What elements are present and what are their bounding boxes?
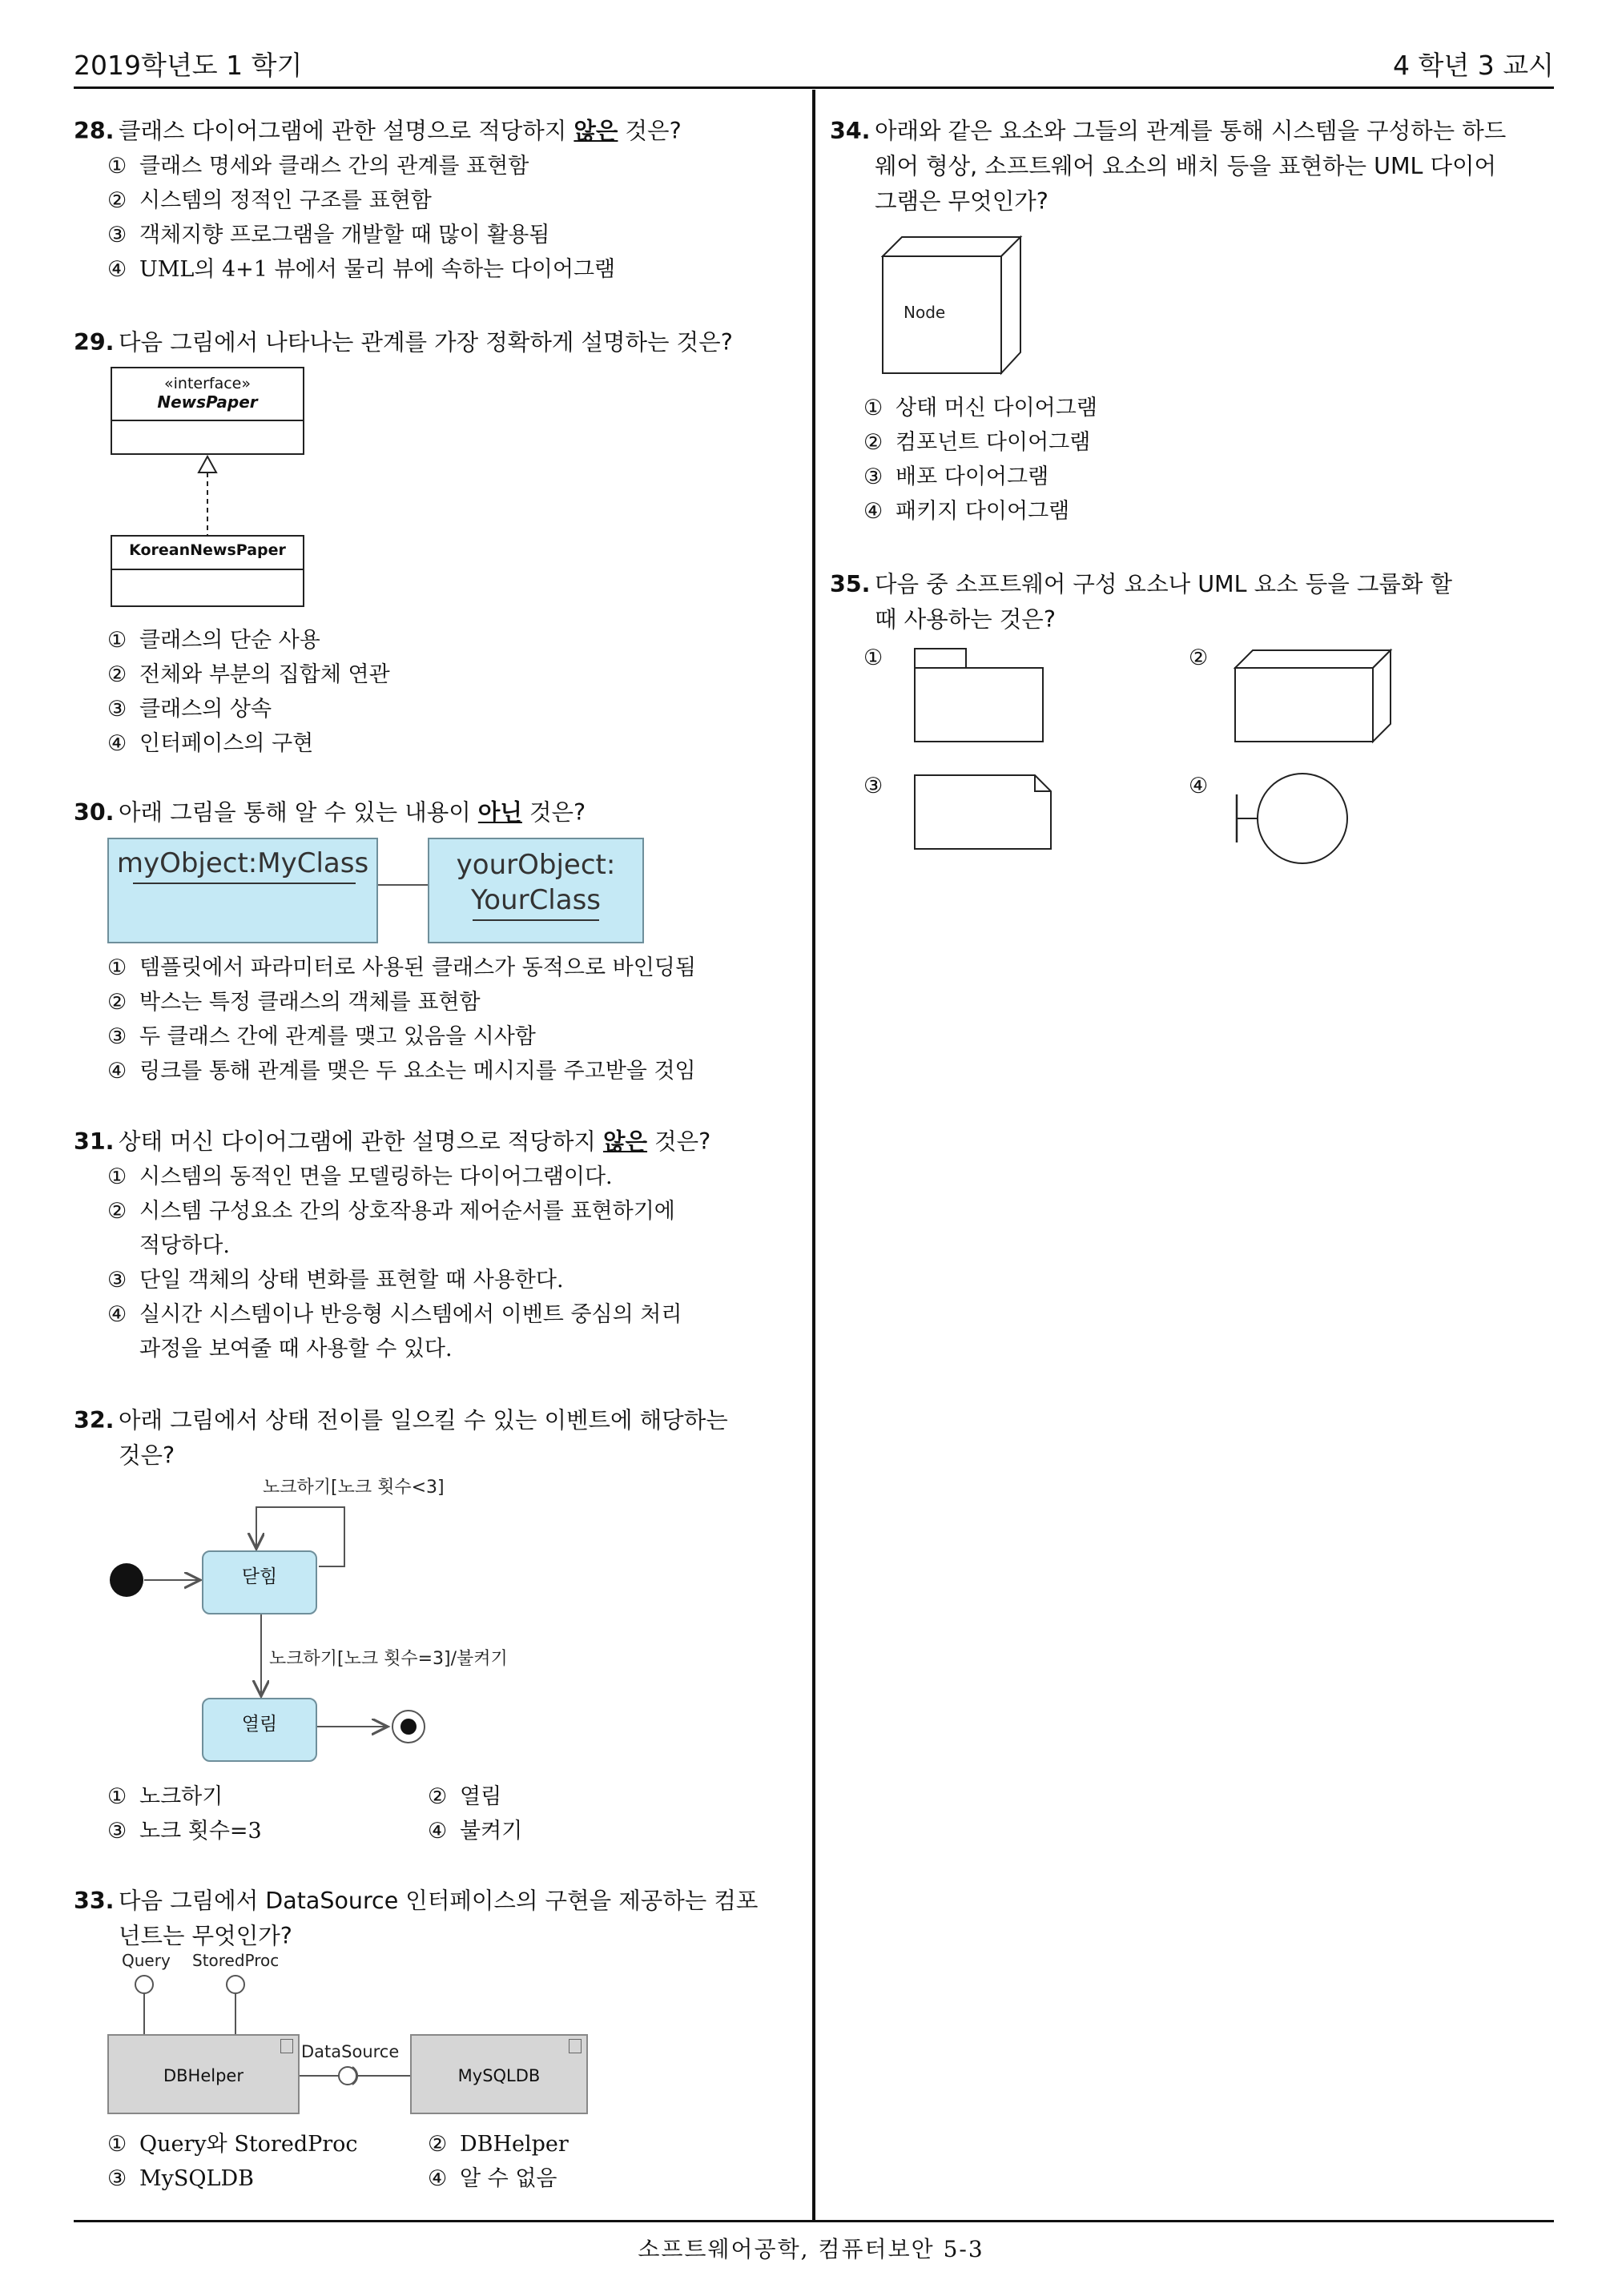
state-machine-diagram [104,1470,553,1775]
question-33: 33. 다음 그림에서 DataSource 인터페이스의 구현을 제공하는 컴포 넌트는 무엇인가? [74,1888,759,1949]
option-3[interactable]: ③ 배포 다이어그램 [863,464,1049,489]
option-4[interactable]: ④ 불켜기 [428,1819,523,1844]
node-icon[interactable] [1234,647,1394,751]
question-31: 31. 상태 머신 다이어그램에 관한 설명으로 적당하지 않은 것은? ① 시스템의 동적인 면을 모델링하는 다이어그램이다. ② 시스템 구성요소 간의 상호작용과 제어순서를 표현하기에 적당하다. ③ 단일 객체의 상태 변화를 표현할 때 사용한다. ④ 실시간 시스템이나 반응형 시스템에서 이벤트 중심의 처리 과정을 보여줄 때 사용할 수 있다. [74,1124,799,1366]
mysqldb-component: MySQLDB [410,2034,588,2114]
question-32: 32. 아래 그림에서 상태 전이를 일으킬 수 있는 이벤트에 해당하는 것은? [74,1407,728,1469]
option-2[interactable]: ② 컴포넌트 다이어그램 [863,430,1091,455]
option-3[interactable]: ③ 단일 객체의 상태 변화를 표현할 때 사용한다. [107,1268,564,1293]
boundary-icon[interactable] [1234,770,1362,875]
question-34-options [830,391,1554,529]
state-transitions [104,1470,553,1775]
node-label: Node [904,303,946,322]
component-icon [569,2039,582,2053]
component-icon [280,2039,293,2053]
option-4[interactable]: ④ 알 수 없음 [428,2166,557,2191]
option-2[interactable]: ② 열림 [428,1784,502,1809]
option-3[interactable]: ③ 노크 횟수=3 [107,1819,262,1844]
option-4-mark[interactable]: ④ [1189,774,1209,798]
transition-label: 노크하기[노크 횟수=3]/불켜기 [269,1649,508,1669]
option-1[interactable]: ① 노크하기 [107,1784,223,1809]
object-box-2: yourObject: YourClass [428,838,644,943]
question-29: 29. 다음 그림에서 나타나는 관계를 가장 정확하게 설명하는 것은? [74,329,733,356]
header-rule [74,86,1554,89]
option-2[interactable]: ② 시스템 구성요소 간의 상호작용과 제어순서를 표현하기에 적당하다. [107,1199,675,1258]
page-header [74,45,1554,90]
option-3-mark[interactable]: ③ [863,774,883,798]
question-35-choices [863,641,1552,873]
question-32-options [107,1779,804,1848]
option-3[interactable]: ③ 두 클래스 간에 관계를 맺고 있음을 시사함 [107,1024,536,1049]
option-1-mark[interactable]: ① [863,645,883,670]
option-4[interactable]: ④ UML의 4+1 뷰에서 물리 뷰에 속하는 다이어그램 [107,257,616,282]
option-2[interactable]: ② DBHelper [428,2132,569,2157]
dbhelper-component: DBHelper [107,2034,300,2114]
question-30-options [74,951,799,1088]
option-3[interactable]: ③ 객체지향 프로그램을 개발할 때 많이 활용됨 [107,223,550,247]
interface-realization-diagram [111,367,311,607]
datasource-interface-label: DataSource [301,2042,400,2061]
semester-label: 2019학년도 1 학기 [74,50,303,81]
option-2[interactable]: ② 전체와 부분의 집합체 연관 [107,662,390,687]
grade-period-label: 4 학년 3 교시 [1393,50,1554,81]
option-2[interactable]: ② 시스템의 정적인 구조를 표현함 [107,188,432,213]
option-4[interactable]: ④ 실시간 시스템이나 반응형 시스템에서 이벤트 중심의 처리 과정을 보여줄 때 사용할 수 있다. [107,1302,682,1361]
option-1[interactable]: ① Query와 StoredProc [107,2132,358,2157]
option-1[interactable]: ① 템플릿에서 파라미터로 사용된 클래스가 동적으로 바인딩됨 [107,955,696,980]
footer-rule [74,2220,1554,2222]
state-closed: 닫힘 [202,1550,317,1614]
self-transition-label: 노크하기[노크 횟수<3] [263,1478,445,1498]
query-interface-label: Query [122,1951,171,1970]
option-3[interactable]: ③ MySQLDB [107,2166,254,2191]
option-4[interactable]: ④ 인터페이스의 구현 [107,731,314,756]
option-3[interactable]: ③ 클래스의 상속 [107,697,272,722]
question-33-options [107,2127,804,2196]
option-4[interactable]: ④ 패키지 다이어그램 [863,499,1070,524]
implementing-class-box: KoreanNewsPaper [111,535,304,607]
option-1[interactable]: ① 시스템의 동적인 면을 모델링하는 다이어그램이다. [107,1164,613,1189]
option-1[interactable]: ① 클래스 명세와 클래스 간의 관계를 표현함 [107,154,529,179]
option-1[interactable]: ① 상태 머신 다이어그램 [863,396,1097,420]
object-link-diagram [107,838,644,945]
question-34: 34. 아래와 같은 요소와 그들의 관계를 통해 시스템을 구성하는 하드 웨어 형상, 소프트웨어 요소의 배치 등을 표현하는 UML 다이어 그램은 무엇인가? [830,118,1507,215]
storedproc-interface-label: StoredProc [192,1951,280,1970]
question-35: 35. 다음 중 소프트웨어 구성 요소나 UML 요소 등을 그룹화 할 때 사용하는 것은? [830,571,1453,633]
link-line [378,884,428,886]
state-open: 열림 [202,1698,317,1762]
question-29-options [74,623,799,761]
note-icon[interactable] [913,774,1073,862]
option-2-mark[interactable]: ② [1189,645,1209,670]
option-1[interactable]: ① 클래스의 단순 사용 [107,628,320,653]
column-divider [812,90,815,2220]
page-footer: 소프트웨어공학, 컴퓨터보안 5-3 [638,2236,984,2262]
node-figure [881,234,1025,378]
option-2[interactable]: ② 박스는 특정 클래스의 객체를 표현함 [107,990,481,1015]
package-icon[interactable] [913,647,1057,751]
object-box-1: myObject:MyClass [107,838,378,943]
question-28: 28. 클래스 다이어그램에 관한 설명으로 적당하지 않은 것은? ① 클래스 명세와 클래스 간의 관계를 표현함 ② 시스템의 정적인 구조를 표현함 ③ 객체지향 프로그램을 개발할 때 많이 활용됨 ④ UML의 4+1 뷰에서 물리 뷰에 속하는 다이어그램 [74,114,799,287]
question-30: 30. 아래 그림을 통해 알 수 있는 내용이 아닌 것은? [74,799,586,826]
node-cube [881,234,1025,378]
interface-box: «interface» NewsPaper [111,367,304,455]
option-4[interactable]: ④ 링크를 통해 관계를 맺은 두 요소는 메시지를 주고받을 것임 [107,1059,696,1084]
component-diagram [107,1951,588,2135]
